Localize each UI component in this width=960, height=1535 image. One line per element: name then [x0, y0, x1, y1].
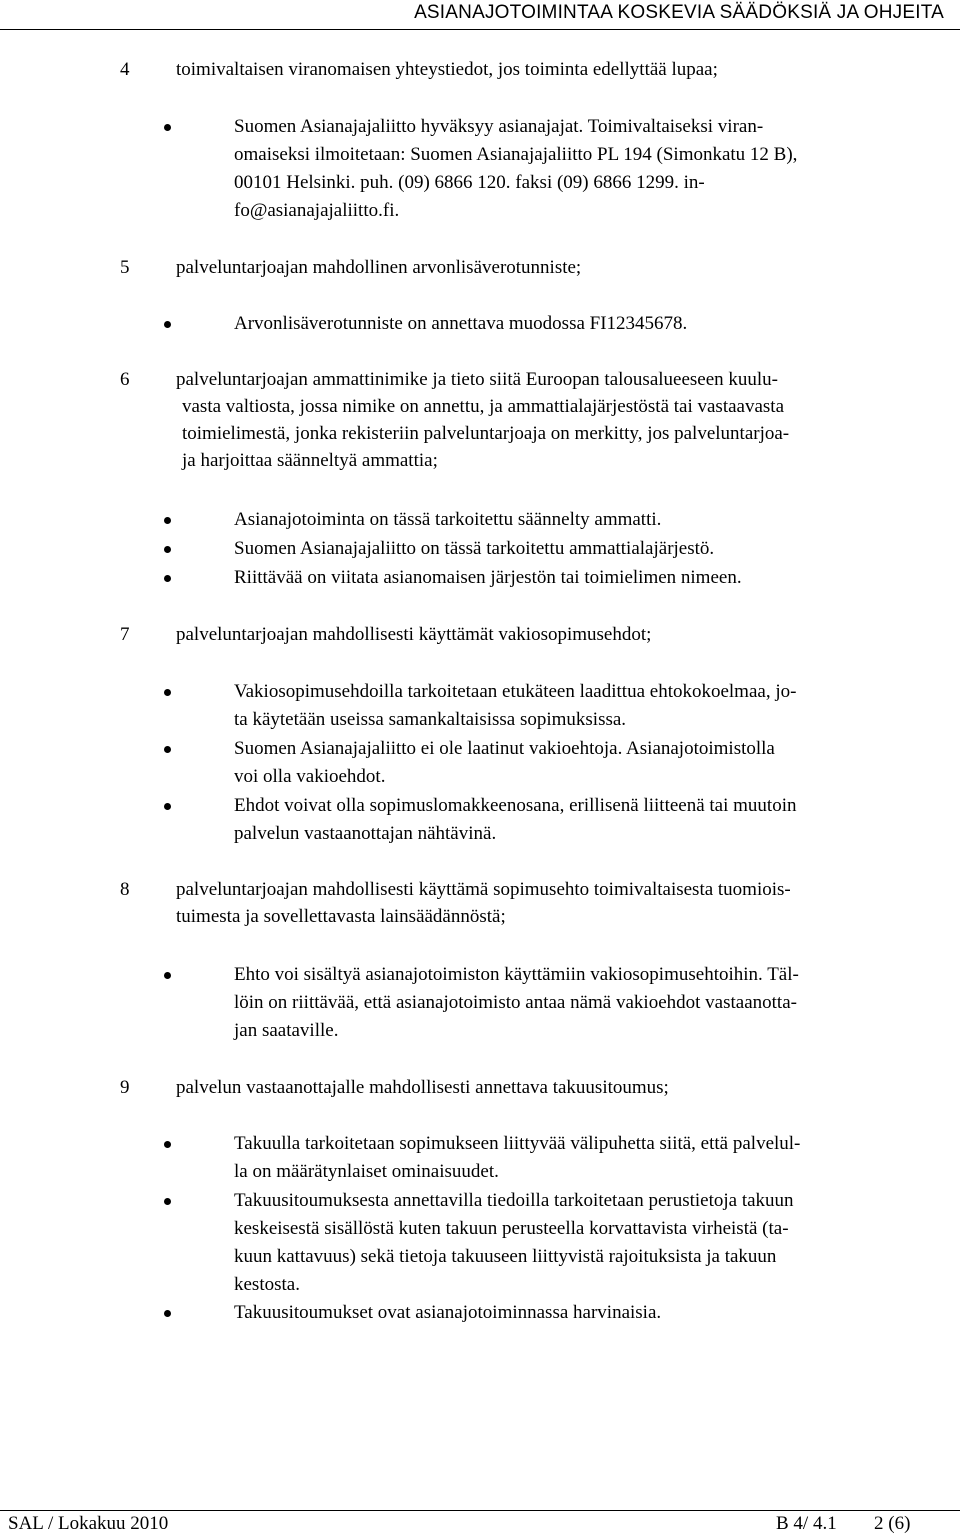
bullet-dot	[164, 124, 171, 131]
item-text	[176, 56, 956, 83]
item-text	[176, 366, 956, 474]
bullet-text-line: keskeisestä sisällöstä kuten takuun perusteella korvattavista virheistä (ta-	[234, 1218, 789, 1239]
bullet-text	[234, 113, 952, 225]
header-title: ASIANAJOTOIMINTAA KOSKEVIA SÄÄDÖKSIÄ JA OHJEITA	[414, 2, 944, 23]
bullet-text-line: 00101 Helsinki. puh. (09) 6866 120. faksi (09) 6866 1299. in-	[234, 172, 705, 193]
footer-page-number: 2 (6)	[874, 1513, 911, 1534]
item-text	[176, 621, 956, 648]
item-text-line: palveluntarjoajan mahdollisesti käyttämä sopimusehto toimivaltaisesta tuomiois-	[176, 879, 791, 900]
item-text-line: toimivaltaisen viranomaisen yhteystiedot, jos toiminta edellyttää lupaa;	[176, 59, 718, 80]
page-footer	[0, 1510, 960, 1534]
bullet-text-line: fo@asianajajaliitto.fi.	[234, 200, 400, 221]
bullet-dot	[164, 689, 171, 696]
bullet-dot	[164, 546, 171, 553]
bullet-text-line: löin on riittävää, että asianajotoimisto antaa nämä vakioehdot vastaanotta-	[234, 992, 797, 1013]
item-text-line: palveluntarjoajan mahdollisesti käyttämät vakiosopimusehdot;	[176, 624, 652, 645]
bullet-dot	[164, 972, 171, 979]
bullet-dot	[164, 746, 171, 753]
footer-rule	[0, 1510, 960, 1511]
footer-section: B 4/ 4.1	[776, 1513, 837, 1534]
bullet-text-line: palvelun vastaanottajan nähtävinä.	[234, 823, 497, 844]
bullet-text-line: voi olla vakioehdot.	[234, 766, 386, 787]
bullet-text	[234, 678, 952, 734]
item-number: 8	[120, 879, 130, 900]
item-text	[176, 254, 956, 281]
header-rule	[0, 29, 960, 30]
bullet-dot	[164, 803, 171, 810]
bullet-dot	[164, 517, 171, 524]
bullet-text	[234, 506, 952, 534]
item-text-line: toimielimestä, jonka rekisteriin palveluntarjoaja on merkitty, jos palveluntarjoa-	[182, 423, 790, 444]
item-text-line: ja harjoittaa säänneltyä ammattia;	[182, 450, 438, 471]
bullet-dot	[164, 1310, 171, 1317]
item-text-line: palveluntarjoajan mahdollinen arvonlisäverotunniste;	[176, 257, 582, 278]
item-text-line: tuimesta ja sovellettavasta lainsäädännöstä;	[176, 906, 506, 927]
bullet-dot	[164, 321, 171, 328]
page-header	[0, 0, 960, 30]
bullet-text-line: Riittävää on viitata asianomaisen järjestön tai toimielimen nimeen.	[234, 567, 742, 588]
bullet-text	[234, 1130, 952, 1186]
item-text	[176, 876, 956, 930]
bullet-text	[234, 310, 952, 338]
bullet-text-line: Takuulla tarkoitetaan sopimukseen liittyvää välipuhetta siitä, että palvelul-	[234, 1133, 801, 1154]
bullet-text-line: kuun kattavuus) sekä tietoja takuuseen liittyvistä rajoituksista ja takuun	[234, 1246, 777, 1267]
bullet-dot	[164, 1141, 171, 1148]
item-text-line: vasta valtiosta, jossa nimike on annettu, ja ammattialajärjestöstä tai vastaavasta	[182, 396, 785, 417]
bullet-text-line: Arvonlisäverotunniste on annettava muodossa FI12345678.	[234, 313, 688, 334]
bullet-text-line: jan saataville.	[234, 1020, 339, 1041]
item-number: 5	[120, 257, 130, 278]
bullet-text	[234, 1299, 952, 1327]
bullet-text	[234, 961, 952, 1045]
bullet-text-line: Suomen Asianajajaliitto on tässä tarkoitettu ammattialajärjestö.	[234, 538, 715, 559]
item-text-line: palvelun vastaanottajalle mahdollisesti annettava takuusitoumus;	[176, 1077, 669, 1098]
bullet-text-line: ta käytetään useissa samankaltaisissa sopimuksissa.	[234, 709, 627, 730]
bullet-text-line: Asianajotoiminta on tässä tarkoitettu säännelty ammatti.	[234, 509, 662, 530]
item-number: 4	[120, 59, 130, 80]
bullet-text	[234, 564, 952, 592]
bullet-text	[234, 535, 952, 563]
bullet-text-line: omaiseksi ilmoitetaan: Suomen Asianajajaliitto PL 194 (Simonkatu 12 B),	[234, 144, 798, 165]
bullet-text	[234, 735, 952, 791]
bullet-text-line: Vakiosopimusehdoilla tarkoitetaan etukäteen laadittua ehtokokoelmaa, jo-	[234, 681, 797, 702]
item-number: 7	[120, 624, 130, 645]
item-text	[176, 1074, 956, 1101]
item-number: 9	[120, 1077, 130, 1098]
bullet-text-line: Ehto voi sisältyä asianajotoimiston käyttämiin vakiosopimusehtoihin. Täl-	[234, 964, 799, 985]
bullet-text-line: Takuusitoumuksesta annettavilla tiedoilla tarkoitetaan perustietoja takuun	[234, 1190, 794, 1211]
bullet-text-line: la on määrätynlaiset ominaisuudet.	[234, 1161, 499, 1182]
bullet-text-line: Takuusitoumukset ovat asianajotoiminnassa harvinaisia.	[234, 1302, 662, 1323]
bullet-text-line: kestosta.	[234, 1274, 300, 1295]
item-text-line: palveluntarjoajan ammattinimike ja tieto siitä Euroopan talousalueeseen kuulu-	[176, 369, 779, 390]
footer-date: SAL / Lokakuu 2010	[8, 1513, 169, 1534]
bullet-dot	[164, 575, 171, 582]
bullet-dot	[164, 1198, 171, 1205]
bullet-text-line: Ehdot voivat olla sopimuslomakkeenosana, erillisenä liitteenä tai muutoin	[234, 795, 797, 816]
bullet-text-line: Suomen Asianajajaliitto hyväksyy asianajajat. Toimivaltaiseksi viran-	[234, 116, 764, 137]
item-number: 6	[120, 369, 130, 390]
bullet-text-line: Suomen Asianajajaliitto ei ole laatinut vakioehtoja. Asianajotoimistolla	[234, 738, 775, 759]
bullet-text	[234, 1187, 952, 1299]
bullet-text	[234, 792, 952, 848]
